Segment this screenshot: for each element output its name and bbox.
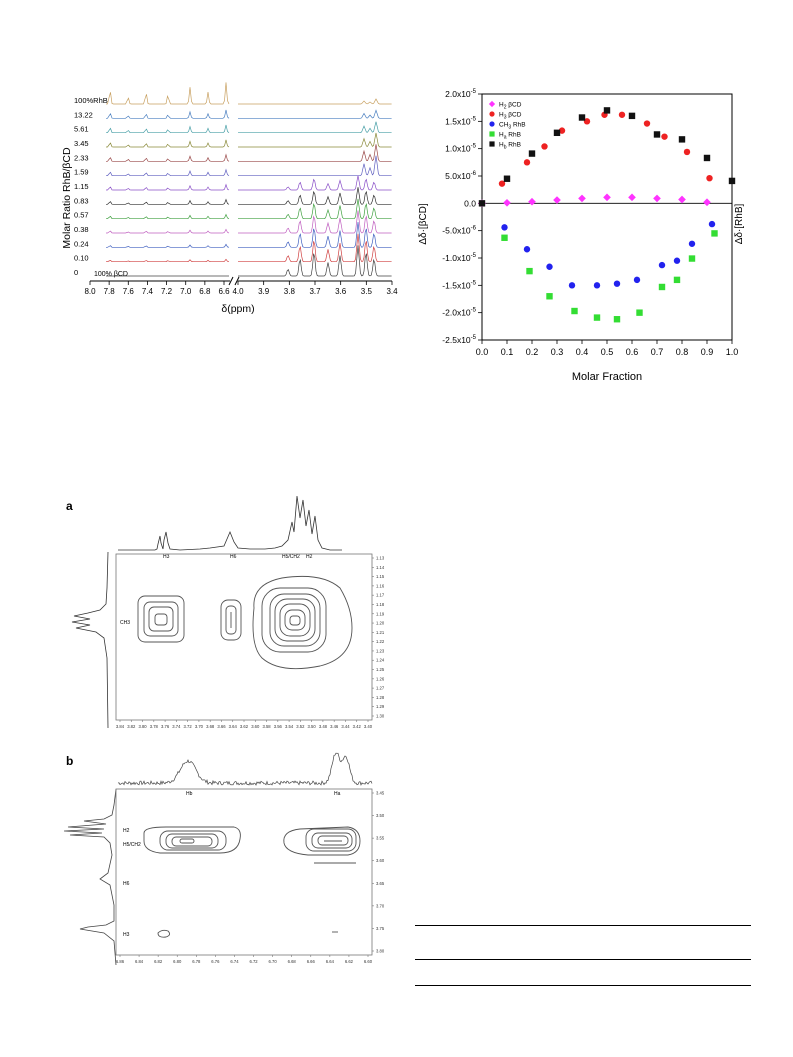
nmr-x-axis-label: δ(ppm) [221, 303, 255, 315]
roesy-y-tick-label: 1.29 [376, 704, 385, 710]
job-point-4 [654, 131, 660, 137]
roesy-x-tick-label: 3.52 [296, 724, 305, 729]
roesy-b-top-label-ha: Ha [334, 791, 341, 797]
job-y-tick-label: $-1.0x10^{-5}$ [442, 253, 476, 263]
job-x-tick-label: 0.4 [575, 347, 589, 357]
roesy-x-tick-label: 3.68 [206, 724, 215, 729]
job-y-tick-label: $-2.0x10^{-5}$ [442, 307, 476, 318]
job-y-tick-label: $5.0x10^{-6}$ [445, 171, 476, 181]
job-x-tick-label: 0.3 [550, 347, 564, 357]
job-y-tick-label: 0.0 [464, 198, 476, 209]
roesy-a-left-projection [72, 552, 108, 728]
roesy-x-tick-label: 3.72 [183, 724, 192, 729]
job-point-1 [684, 149, 690, 155]
job-point-2 [594, 282, 600, 288]
job-point-4 [729, 178, 735, 184]
job-point-1 [644, 120, 650, 126]
legend-entry-3: $H_a$ RhB [499, 131, 521, 141]
roesy-x-tick-label: 3.54 [285, 724, 294, 729]
nmr-x-tick-label: 8.0 [84, 287, 96, 296]
job-point-4 [579, 114, 585, 120]
roesy-x-tick-label: 3.80 [138, 724, 147, 729]
nmr-row-label: 1.59 [74, 167, 89, 177]
job-point-1 [661, 133, 667, 139]
job-point-0 [703, 198, 711, 206]
roesy-y-tick-label: 1.18 [376, 601, 385, 607]
nmr-x-tick-label: 7.6 [122, 287, 134, 296]
roesy-y-tick-label: 3.50 [376, 813, 385, 819]
job-point-3 [711, 230, 717, 236]
roesy-x-tick-label: 6.80 [173, 959, 182, 964]
roesy-y-tick-label: 1.26 [376, 676, 385, 682]
nmr-bottom-note: 100% βCD [94, 271, 128, 278]
job-point-2 [634, 277, 640, 283]
roesy-y-tick-label: 1.30 [376, 713, 385, 719]
job-point-2 [689, 241, 695, 247]
nmr-row-label: 2.33 [74, 153, 89, 163]
roesy-y-tick-label: 1.28 [376, 694, 385, 700]
roesy-a-frame [116, 554, 372, 720]
job-y-tick-label: $1.0x10^{-5}$ [445, 143, 476, 154]
job-point-2 [546, 264, 552, 270]
nmr-trace-aromatic [106, 244, 229, 247]
roesy-b-left-label-h2: H2 [123, 828, 130, 834]
roesy-y-tick-label: 1.23 [376, 648, 385, 654]
roesy-x-tick-label: 6.62 [344, 959, 354, 964]
job-point-0 [603, 193, 611, 201]
roesy-b-top-label-hb: Hb [186, 791, 193, 797]
job-point-1 [541, 143, 547, 149]
nmr-x-tick-label: 7.4 [141, 287, 153, 296]
nmr-trace-aliphatic [238, 99, 392, 104]
nmr-row-label: 0.38 [74, 225, 89, 234]
job-point-2 [501, 224, 507, 230]
job-plot-panel [412, 84, 752, 384]
legend-entry-0: $H_2$ βCD [499, 101, 522, 111]
roesy-y-tick-label: 1.25 [376, 667, 385, 673]
roesy-b-left-label-h6: H6 [123, 881, 130, 887]
nmr-trace-aromatic [106, 215, 229, 219]
roesy-a-top-label-h6: H6 [230, 554, 237, 560]
roesy-y-tick-label: 1.19 [376, 611, 385, 617]
job-point-2 [614, 280, 620, 286]
nmr-row-label: 100%RhB [74, 96, 108, 105]
roesy-x-tick-label: 3.64 [228, 724, 237, 729]
roesy-b-left-projection [64, 789, 116, 965]
job-point-3 [571, 308, 577, 314]
roesy-x-tick-label: 3.58 [262, 724, 271, 729]
roesy-b-left-label-h3: H3 [123, 932, 130, 938]
job-point-1 [524, 159, 530, 165]
nmr-row-label: 0.83 [74, 196, 89, 206]
job-point-0 [578, 195, 586, 203]
roesy-a-top-projection [118, 496, 342, 550]
nmr-trace-aromatic [106, 185, 229, 190]
job-point-3 [659, 284, 665, 290]
legend-marker-4 [489, 141, 494, 146]
job-point-3 [636, 309, 642, 315]
roesy-x-tick-label: 3.50 [307, 724, 316, 729]
roesy-x-tick-label: 3.62 [239, 724, 249, 729]
roesy-b-panel [60, 745, 400, 975]
job-point-0 [553, 196, 561, 204]
nmr-trace-aliphatic [238, 122, 392, 133]
roesy-y-tick-label: 3.65 [376, 880, 385, 886]
roesy-a-top-label-h2: H2 [306, 554, 313, 560]
roesy-x-tick-label: 6.60 [363, 959, 373, 964]
roesy-x-tick-label: 6.76 [211, 959, 220, 964]
roesy-x-tick-label: 3.66 [217, 724, 226, 729]
job-y-tick-label: $2.0x10^{-5}$ [445, 89, 476, 99]
roesy-x-tick-label: 3.40 [363, 724, 373, 729]
nmr-x-tick-label: 3.6 [335, 287, 347, 296]
table-top-rule [415, 925, 751, 926]
roesy-y-tick-label: 1.16 [376, 583, 385, 589]
roesy-x-tick-label: 3.46 [330, 724, 339, 729]
nmr-x-tick-label: 3.8 [283, 287, 295, 296]
job-point-2 [709, 221, 715, 227]
job-y-tick-label: $-1.5x10^{-5}$ [442, 280, 476, 291]
job-point-4 [629, 113, 635, 119]
job-point-0 [628, 193, 636, 201]
job-point-3 [689, 255, 695, 261]
legend-entry-2: $CH_3$ RhB [499, 121, 526, 131]
job-x-tick-label: 0.1 [500, 347, 514, 357]
job-point-2 [569, 282, 575, 288]
job-plot-y-label-right: Δδ·[RhB] [734, 203, 745, 245]
roesy-x-tick-label: 6.82 [154, 959, 163, 964]
job-x-tick-label: 0.9 [700, 347, 714, 357]
roesy-y-tick-label: 1.22 [376, 639, 385, 645]
roesy-x-tick-label: 3.70 [194, 724, 203, 729]
roesy-x-tick-label: 3.44 [341, 724, 350, 729]
roesy-x-tick-label: 3.48 [318, 724, 327, 729]
job-point-4 [679, 136, 685, 142]
job-point-3 [526, 268, 532, 274]
roesy-y-tick-label: 3.80 [376, 948, 385, 954]
nmr-x-tick-label: 3.5 [360, 287, 372, 296]
job-x-tick-label: 0.8 [675, 347, 689, 357]
job-point-0 [653, 195, 661, 203]
legend-marker-3 [489, 131, 494, 136]
table-mid-rule [415, 959, 751, 960]
nmr-trace-aliphatic [238, 110, 392, 118]
roesy-x-tick-label: 3.82 [127, 724, 136, 729]
legend-marker-2 [489, 121, 494, 126]
roesy-x-tick-label: 3.74 [172, 724, 181, 729]
nmr-trace-aliphatic [238, 133, 392, 147]
nmr-trace-aromatic [106, 200, 229, 205]
nmr-trace-aromatic [106, 110, 229, 118]
job-x-tick-label: 0.2 [525, 347, 539, 357]
nmr-row-label: 0.57 [74, 210, 89, 220]
job-point-0 [503, 199, 511, 207]
nmr-x-tick-label: 3.9 [258, 287, 270, 296]
job-point-3 [546, 293, 552, 299]
nmr-x-tick-label: 3.4 [386, 287, 398, 296]
roesy-y-tick-label: 1.21 [376, 629, 385, 635]
roesy-x-tick-label: 6.64 [325, 959, 334, 964]
roesy-b-label: b [66, 754, 74, 768]
roesy-b-plot [60, 745, 400, 975]
nmr-trace-aliphatic [238, 211, 392, 234]
nmr-trace-aromatic [106, 259, 229, 261]
roesy-y-tick-label: 3.60 [376, 858, 385, 864]
job-point-3 [594, 314, 600, 320]
nmr-trace-aromatic [106, 229, 229, 233]
job-plot-chart [412, 84, 752, 384]
nmr-row-label: 5.61 [74, 124, 89, 134]
job-point-4 [554, 130, 560, 136]
roesy-x-tick-label: 3.78 [149, 724, 158, 729]
roesy-y-tick-label: 1.27 [376, 685, 385, 691]
roesy-x-tick-label: 6.78 [192, 959, 201, 964]
nmr-trace-aromatic [106, 125, 229, 133]
job-x-tick-label: 0.7 [650, 347, 664, 357]
nmr-x-tick-label: 3.7 [309, 287, 321, 296]
job-x-tick-label: 0.0 [475, 347, 489, 357]
roesy-y-tick-label: 1.20 [376, 620, 385, 626]
roesy-x-tick-label: 6.72 [249, 959, 258, 964]
nmr-x-tick-label: 7.0 [180, 287, 192, 296]
job-point-2 [659, 262, 665, 268]
nmr-x-tick-label: 6.6 [218, 287, 230, 296]
roesy-x-tick-label: 3.76 [161, 724, 170, 729]
roesy-y-tick-label: 1.17 [376, 592, 385, 598]
job-point-2 [674, 258, 680, 264]
roesy-y-tick-label: 1.13 [376, 555, 385, 561]
nmr-trace-aliphatic [238, 222, 392, 247]
roesy-a-left-label-ch3: CH3 [120, 620, 131, 626]
roesy-b-frame [116, 789, 372, 955]
legend-marker-1 [489, 111, 494, 116]
job-point-4 [704, 155, 710, 161]
nmr-trace-aliphatic [238, 176, 392, 190]
job-x-tick-label: 0.6 [625, 347, 639, 357]
job-point-1 [619, 112, 625, 118]
table-bottom-rule [415, 985, 751, 986]
roesy-x-tick-label: 3.84 [115, 724, 125, 729]
nmr-row-label: 0.10 [74, 253, 89, 263]
roesy-y-tick-label: 1.24 [376, 657, 385, 663]
roesy-b-top-projection [118, 753, 372, 785]
job-x-tick-label: 0.5 [600, 347, 614, 357]
legend-entry-4: $H_b$ RhB [499, 141, 521, 151]
legend-entry-1: $H_3$ βCD [499, 111, 522, 121]
roesy-b-left-label-h5ch2: H5/CH2 [123, 842, 141, 848]
roesy-a-top-label-h5ch2: H5/CH2 [282, 554, 300, 560]
nmr-row-label: 0.24 [74, 239, 89, 249]
nmr-trace-aromatic [106, 82, 229, 104]
roesy-y-tick-label: 1.15 [376, 574, 385, 580]
nmr-trace-aromatic [106, 170, 229, 176]
job-plot-x-label: Molar Fraction [571, 371, 643, 383]
job-point-2 [524, 246, 530, 252]
nmr-row-label: 0 [74, 268, 79, 277]
nmr-row-label: 3.45 [74, 139, 89, 148]
job-point-3 [614, 316, 620, 322]
job-y-tick-label: $-2.5x10^{-5}$ [442, 335, 476, 345]
nmr-row-label: 13.22 [74, 110, 93, 120]
roesy-x-tick-label: 6.74 [230, 959, 239, 964]
job-point-0 [678, 196, 686, 204]
roesy-a-contours [138, 576, 352, 668]
nmr-x-tick-label: 4.0 [232, 287, 244, 296]
roesy-x-tick-label: 3.42 [352, 724, 361, 729]
roesy-x-tick-label: 3.60 [251, 724, 260, 729]
roesy-x-tick-label: 3.56 [273, 724, 282, 729]
nmr-row-label: 1.15 [74, 182, 89, 191]
job-point-4 [529, 150, 535, 156]
job-point-4 [479, 200, 485, 206]
job-point-3 [674, 277, 680, 283]
roesy-x-tick-label: 6.66 [306, 959, 315, 964]
roesy-x-tick-label: 6.84 [134, 959, 144, 964]
roesy-b-contours [144, 827, 360, 937]
nmr-x-tick-label: 6.8 [199, 287, 211, 296]
job-plot-y-label: Δδ·[βCD] [418, 203, 429, 245]
job-point-0 [528, 198, 536, 206]
nmr-stack-plot [48, 80, 400, 320]
nmr-axis-break [229, 277, 239, 285]
roesy-y-tick-label: 3.70 [376, 903, 385, 909]
roesy-a-plot [60, 488, 400, 750]
nmr-x-tick-label: 7.2 [161, 287, 173, 296]
job-y-tick-label: $1.5x10^{-5}$ [445, 116, 476, 127]
job-point-4 [604, 107, 610, 113]
roesy-y-tick-label: 3.45 [376, 790, 385, 796]
nmr-stack-panel [48, 80, 400, 320]
nmr-y-axis-label: Molar Ratio RhB/βCD [61, 147, 73, 249]
nmr-trace-aromatic [106, 140, 229, 147]
roesy-y-tick-label: 3.55 [376, 835, 385, 841]
legend-marker-0 [489, 101, 495, 107]
roesy-a-label: a [66, 499, 73, 513]
roesy-x-tick-label: 6.86 [115, 959, 125, 964]
nmr-x-tick-label: 7.8 [103, 287, 115, 296]
roesy-x-tick-label: 6.68 [287, 959, 296, 964]
job-y-tick-label: $-5.0x10^{-6}$ [442, 225, 476, 236]
job-point-3 [501, 235, 507, 241]
roesy-y-tick-label: 1.14 [376, 564, 385, 570]
job-point-4 [504, 176, 510, 182]
roesy-a-top-label-h3: H3 [163, 554, 170, 560]
roesy-a-panel [60, 488, 400, 750]
roesy-x-tick-label: 6.70 [268, 959, 277, 964]
roesy-y-tick-label: 3.75 [376, 925, 385, 931]
job-point-1 [706, 175, 712, 181]
job-x-tick-label: 1.0 [725, 347, 739, 357]
nmr-trace-aromatic [106, 155, 229, 162]
